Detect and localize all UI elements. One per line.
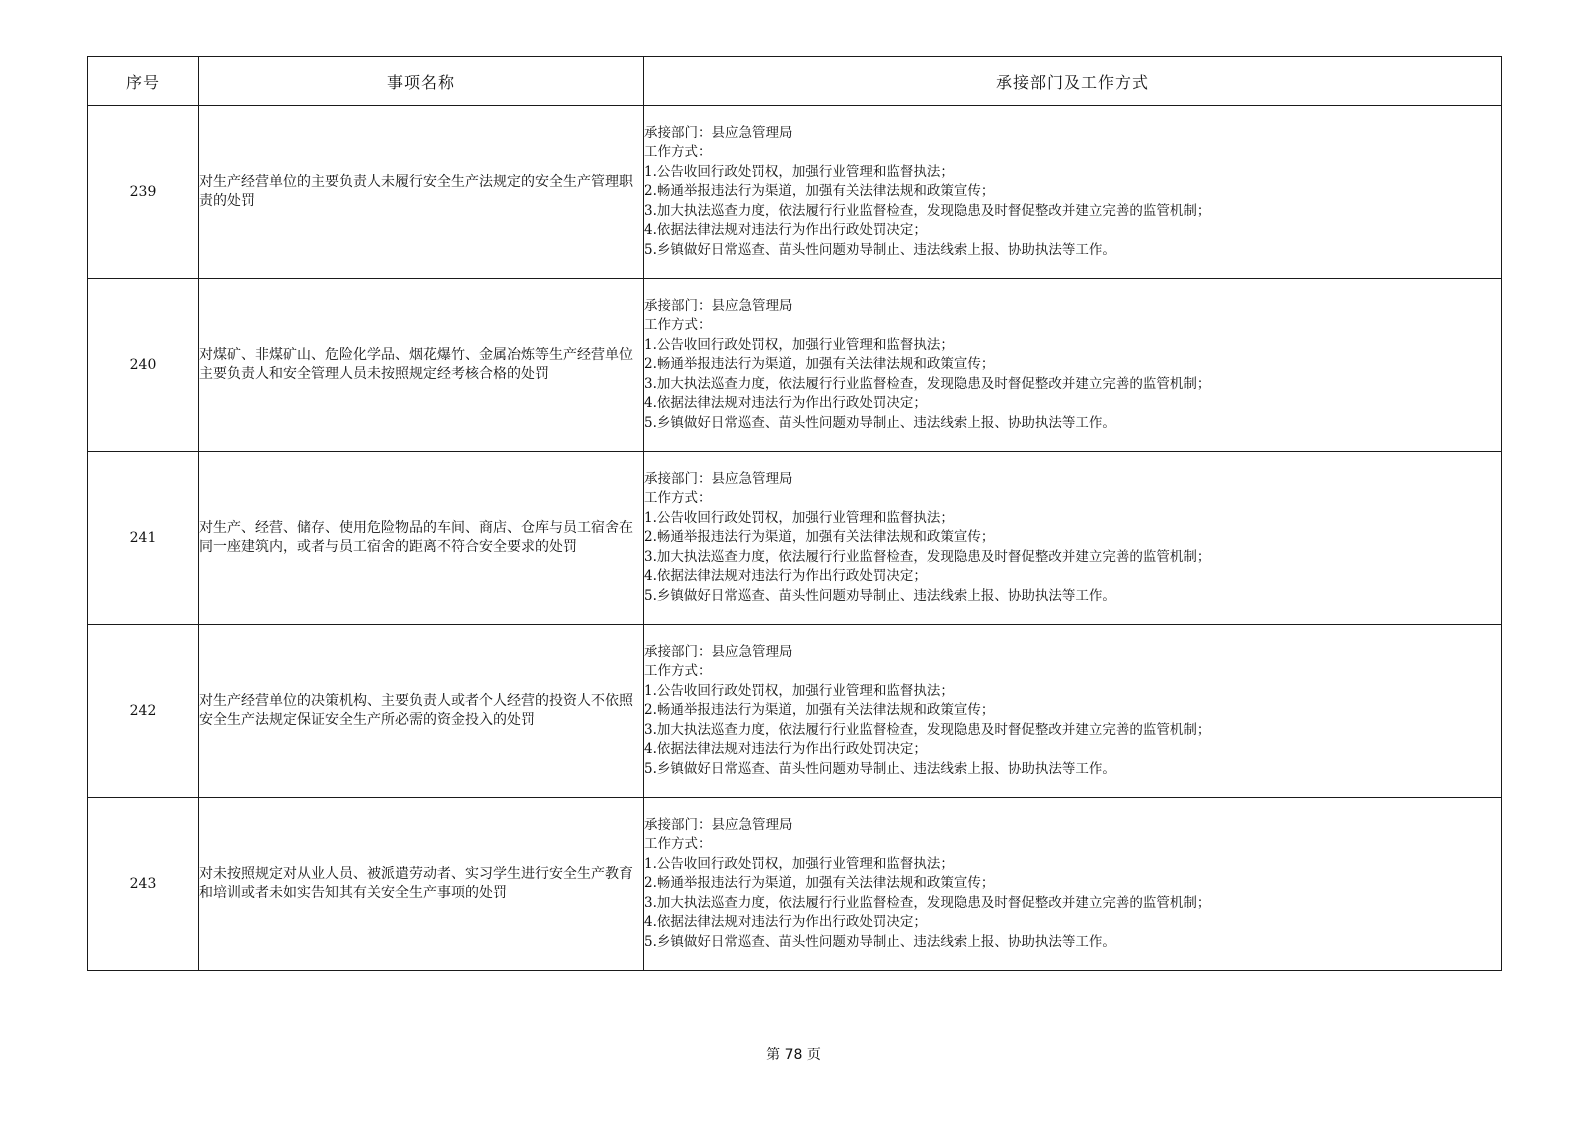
dept-line: 4.依据法律法规对违法行为作出行政处罚决定；	[644, 395, 927, 412]
row-serial-number: 243	[88, 798, 199, 971]
dept-line: 4.依据法律法规对违法行为作出行政处罚决定；	[644, 568, 927, 585]
dept-line: 2.畅通举报违法行为渠道，加强有关法律法规和政策宣传；	[644, 183, 995, 200]
row-item-name: 对生产、经营、储存、使用危险物品的车间、商店、仓库与员工宿舍在同一座建筑内，或者与员工宿舍的距离不符合安全要求的处罚	[199, 452, 644, 625]
dept-line: 2.畅通举报违法行为渠道，加强有关法律法规和政策宣传；	[644, 702, 995, 719]
header-serial-number: 序号	[88, 57, 199, 106]
dept-line: 3.加大执法巡查力度，依法履行行业监督检查，发现隐患及时督促整改并建立完善的监管机制；	[644, 548, 1211, 565]
row-serial-number: 242	[88, 625, 199, 798]
dept-line: 5.乡镇做好日常巡查、苗头性问题劝导制止、违法线索上报、协助执法等工作。	[644, 414, 1116, 431]
dept-line: 工作方式：	[644, 490, 712, 507]
row-serial-number: 240	[88, 279, 199, 452]
row-serial-number: 241	[88, 452, 199, 625]
table-row	[88, 279, 1502, 452]
items-table	[87, 56, 1502, 971]
dept-line: 承接部门：县应急管理局	[644, 125, 793, 142]
row-item-name: 对煤矿、非煤矿山、危险化学品、烟花爆竹、金属冶炼等生产经营单位主要负责人和安全管理人员未按照规定经考核合格的处罚	[199, 279, 644, 452]
dept-line: 工作方式：	[644, 663, 712, 680]
dept-line: 工作方式：	[644, 317, 712, 334]
dept-line: 1.公告收回行政处罚权，加强行业管理和监督执法；	[644, 163, 954, 180]
row-item-name: 对生产经营单位的主要负责人未履行安全生产法规定的安全生产管理职责的处罚	[199, 106, 644, 279]
dept-line: 1.公告收回行政处罚权，加强行业管理和监督执法；	[644, 509, 954, 526]
dept-line: 承接部门：县应急管理局	[644, 298, 793, 315]
dept-line: 5.乡镇做好日常巡查、苗头性问题劝导制止、违法线索上报、协助执法等工作。	[644, 587, 1116, 604]
dept-line: 承接部门：县应急管理局	[644, 817, 793, 834]
dept-line: 2.畅通举报违法行为渠道，加强有关法律法规和政策宣传；	[644, 875, 995, 892]
dept-line: 4.依据法律法规对违法行为作出行政处罚决定；	[644, 222, 927, 239]
row-department-method	[644, 625, 1502, 798]
row-department-method	[644, 452, 1502, 625]
table-row	[88, 798, 1502, 971]
dept-line: 1.公告收回行政处罚权，加强行业管理和监督执法；	[644, 336, 954, 353]
dept-line: 3.加大执法巡查力度，依法履行行业监督检查，发现隐患及时督促整改并建立完善的监管机制；	[644, 202, 1211, 219]
dept-line: 工作方式：	[644, 144, 712, 161]
dept-line: 1.公告收回行政处罚权，加强行业管理和监督执法；	[644, 682, 954, 699]
dept-line: 工作方式：	[644, 836, 712, 853]
table-row	[88, 106, 1502, 279]
row-item-name: 对生产经营单位的决策机构、主要负责人或者个人经营的投资人不依照安全生产法规定保证安全生产所必需的资金投入的处罚	[199, 625, 644, 798]
row-department-method	[644, 798, 1502, 971]
dept-line: 2.畅通举报违法行为渠道，加强有关法律法规和政策宣传；	[644, 356, 995, 373]
dept-line: 1.公告收回行政处罚权，加强行业管理和监督执法；	[644, 855, 954, 872]
dept-line: 3.加大执法巡查力度，依法履行行业监督检查，发现隐患及时督促整改并建立完善的监管机制；	[644, 894, 1211, 911]
dept-line: 5.乡镇做好日常巡查、苗头性问题劝导制止、违法线索上报、协助执法等工作。	[644, 241, 1116, 258]
dept-line: 承接部门：县应急管理局	[644, 471, 793, 488]
dept-line: 3.加大执法巡查力度，依法履行行业监督检查，发现隐患及时督促整改并建立完善的监管机制；	[644, 721, 1211, 738]
header-department-method: 承接部门及工作方式	[644, 57, 1502, 106]
dept-line: 承接部门：县应急管理局	[644, 644, 793, 661]
dept-line: 2.畅通举报违法行为渠道，加强有关法律法规和政策宣传；	[644, 529, 995, 546]
header-item-name: 事项名称	[199, 57, 644, 106]
dept-line: 3.加大执法巡查力度，依法履行行业监督检查，发现隐患及时督促整改并建立完善的监管机制；	[644, 375, 1211, 392]
page-number: 第 78 页	[766, 1047, 821, 1063]
dept-line: 4.依据法律法规对违法行为作出行政处罚决定；	[644, 914, 927, 931]
table-row	[88, 625, 1502, 798]
row-department-method	[644, 106, 1502, 279]
row-department-method	[644, 279, 1502, 452]
header-row	[88, 57, 1502, 106]
row-item-name: 对未按照规定对从业人员、被派遣劳动者、实习学生进行安全生产教育和培训或者未如实告知其有关安全生产事项的处罚	[199, 798, 644, 971]
row-serial-number: 239	[88, 106, 199, 279]
dept-line: 4.依据法律法规对违法行为作出行政处罚决定；	[644, 741, 927, 758]
dept-line: 5.乡镇做好日常巡查、苗头性问题劝导制止、违法线索上报、协助执法等工作。	[644, 760, 1116, 777]
dept-line: 5.乡镇做好日常巡查、苗头性问题劝导制止、违法线索上报、协助执法等工作。	[644, 933, 1116, 950]
table-row	[88, 452, 1502, 625]
